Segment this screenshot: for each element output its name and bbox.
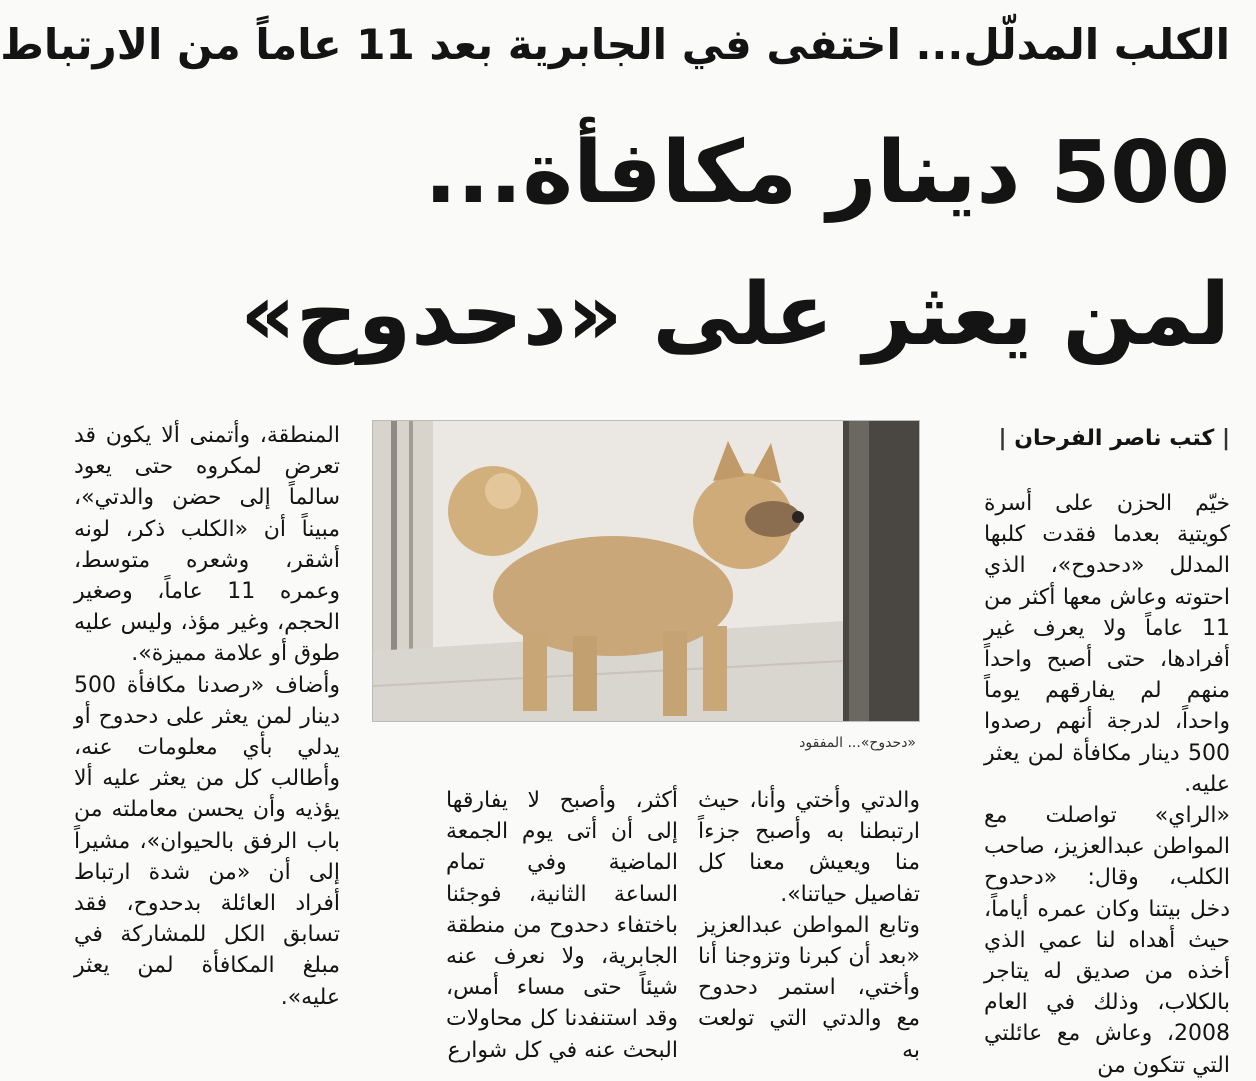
byline-author: كتب ناصر الفرحان (1014, 426, 1215, 451)
byline: | كتب ناصر الفرحان | (998, 426, 1230, 451)
photo-caption: «دحدوح»... المفقود (799, 735, 916, 751)
column-paragraph: وتابع المواطن عبدالعزيز «بعد أن كبرنا وتزوجنا أنا وأختي، استمر دحدوح مع والدتي التي تولعت به (698, 912, 920, 1063)
headline-line-1: 500 دينار مكافأة... (424, 123, 1230, 223)
dog-photo (372, 420, 920, 722)
article-column-2 (698, 785, 920, 1061)
column-paragraph: المنطقة، وأتمنى ألا يكون قد تعرض لمكروه حتى يعود سالماً إلى حضن والدتي»، مبيناً أن «الكلب ذكر، لونه أشقر، وشعره متوسط، وعمره 11 عاماً، وصغير الحجم، وغير مؤذ، وليس عليه طوق أو علامة مميزة». (74, 423, 340, 667)
article-column-4 (74, 420, 340, 1060)
column-paragraph: «الراي» تواصلت مع المواطن عبدالعزيز، صاحب الكلب، وقال: «دحدوح دخل بيتنا وكان عمره أياماً، حيث أهداه لنا عمي الذي أخذه من صديق له يتاجر بالكلاب، وذلك في العام 2008، وعاش مع عائلتي التي تتكون من (984, 803, 1230, 1078)
article-column-1 (984, 488, 1230, 1078)
column-paragraph: خيّم الحزن على أسرة كويتية بعدما فقدت كلبها المدلل «دحدوح»، الذي احتوته وعاش معها أكثر من 11 عاماً ولا يعرف غير أفرادها، حتى أصبح واحداً منهم لم يفارقهم يوماً واحداً، لدرجة أنهم رصدوا 500 دينار مكافأة لمن يعثر عليه. (984, 491, 1230, 797)
headline-line-2: لمن يعثر على «دحدوح» (240, 265, 1230, 365)
column-paragraph: والدتي وأختي وأنا، حيث ارتبطنا به وأصبح جزءاً منا ويعيش معنا كل تفاصيل حياتنا». (698, 788, 920, 907)
article-column-3 (446, 785, 678, 1061)
article-kicker: الكلب المدلّل... اختفى في الجابرية بعد 11 عاماً من الارتباط (0, 20, 1230, 69)
column-paragraph: وأضاف «رصدنا مكافأة 500 دينار لمن يعثر على دحدوح أو يدلي بأي معلومات عنه، وأطالب كل من يعثر عليه ألا يؤذيه وأن يحسن معاملته من باب الرفق بالحيوان»، مشيراً إلى أن «من شدة ارتباط أفراد العائلة بدحدوح، فقد تسابق الكل للمشاركة في مبلغ المكافأة لمن يعثر عليه». (74, 672, 340, 1010)
column-paragraph: أكثر، وأصبح لا يفارقها إلى أن أتى يوم الجمعة الماضية وفي تمام الساعة الثانية، فوجئنا باختفاء دحدوح من منطقة الجابرية، ولا نعرف عنه شيئاً حتى مساء أمس، وقد استنفدنا كل محاولات البحث عنه في كل شوارع (446, 788, 678, 1063)
